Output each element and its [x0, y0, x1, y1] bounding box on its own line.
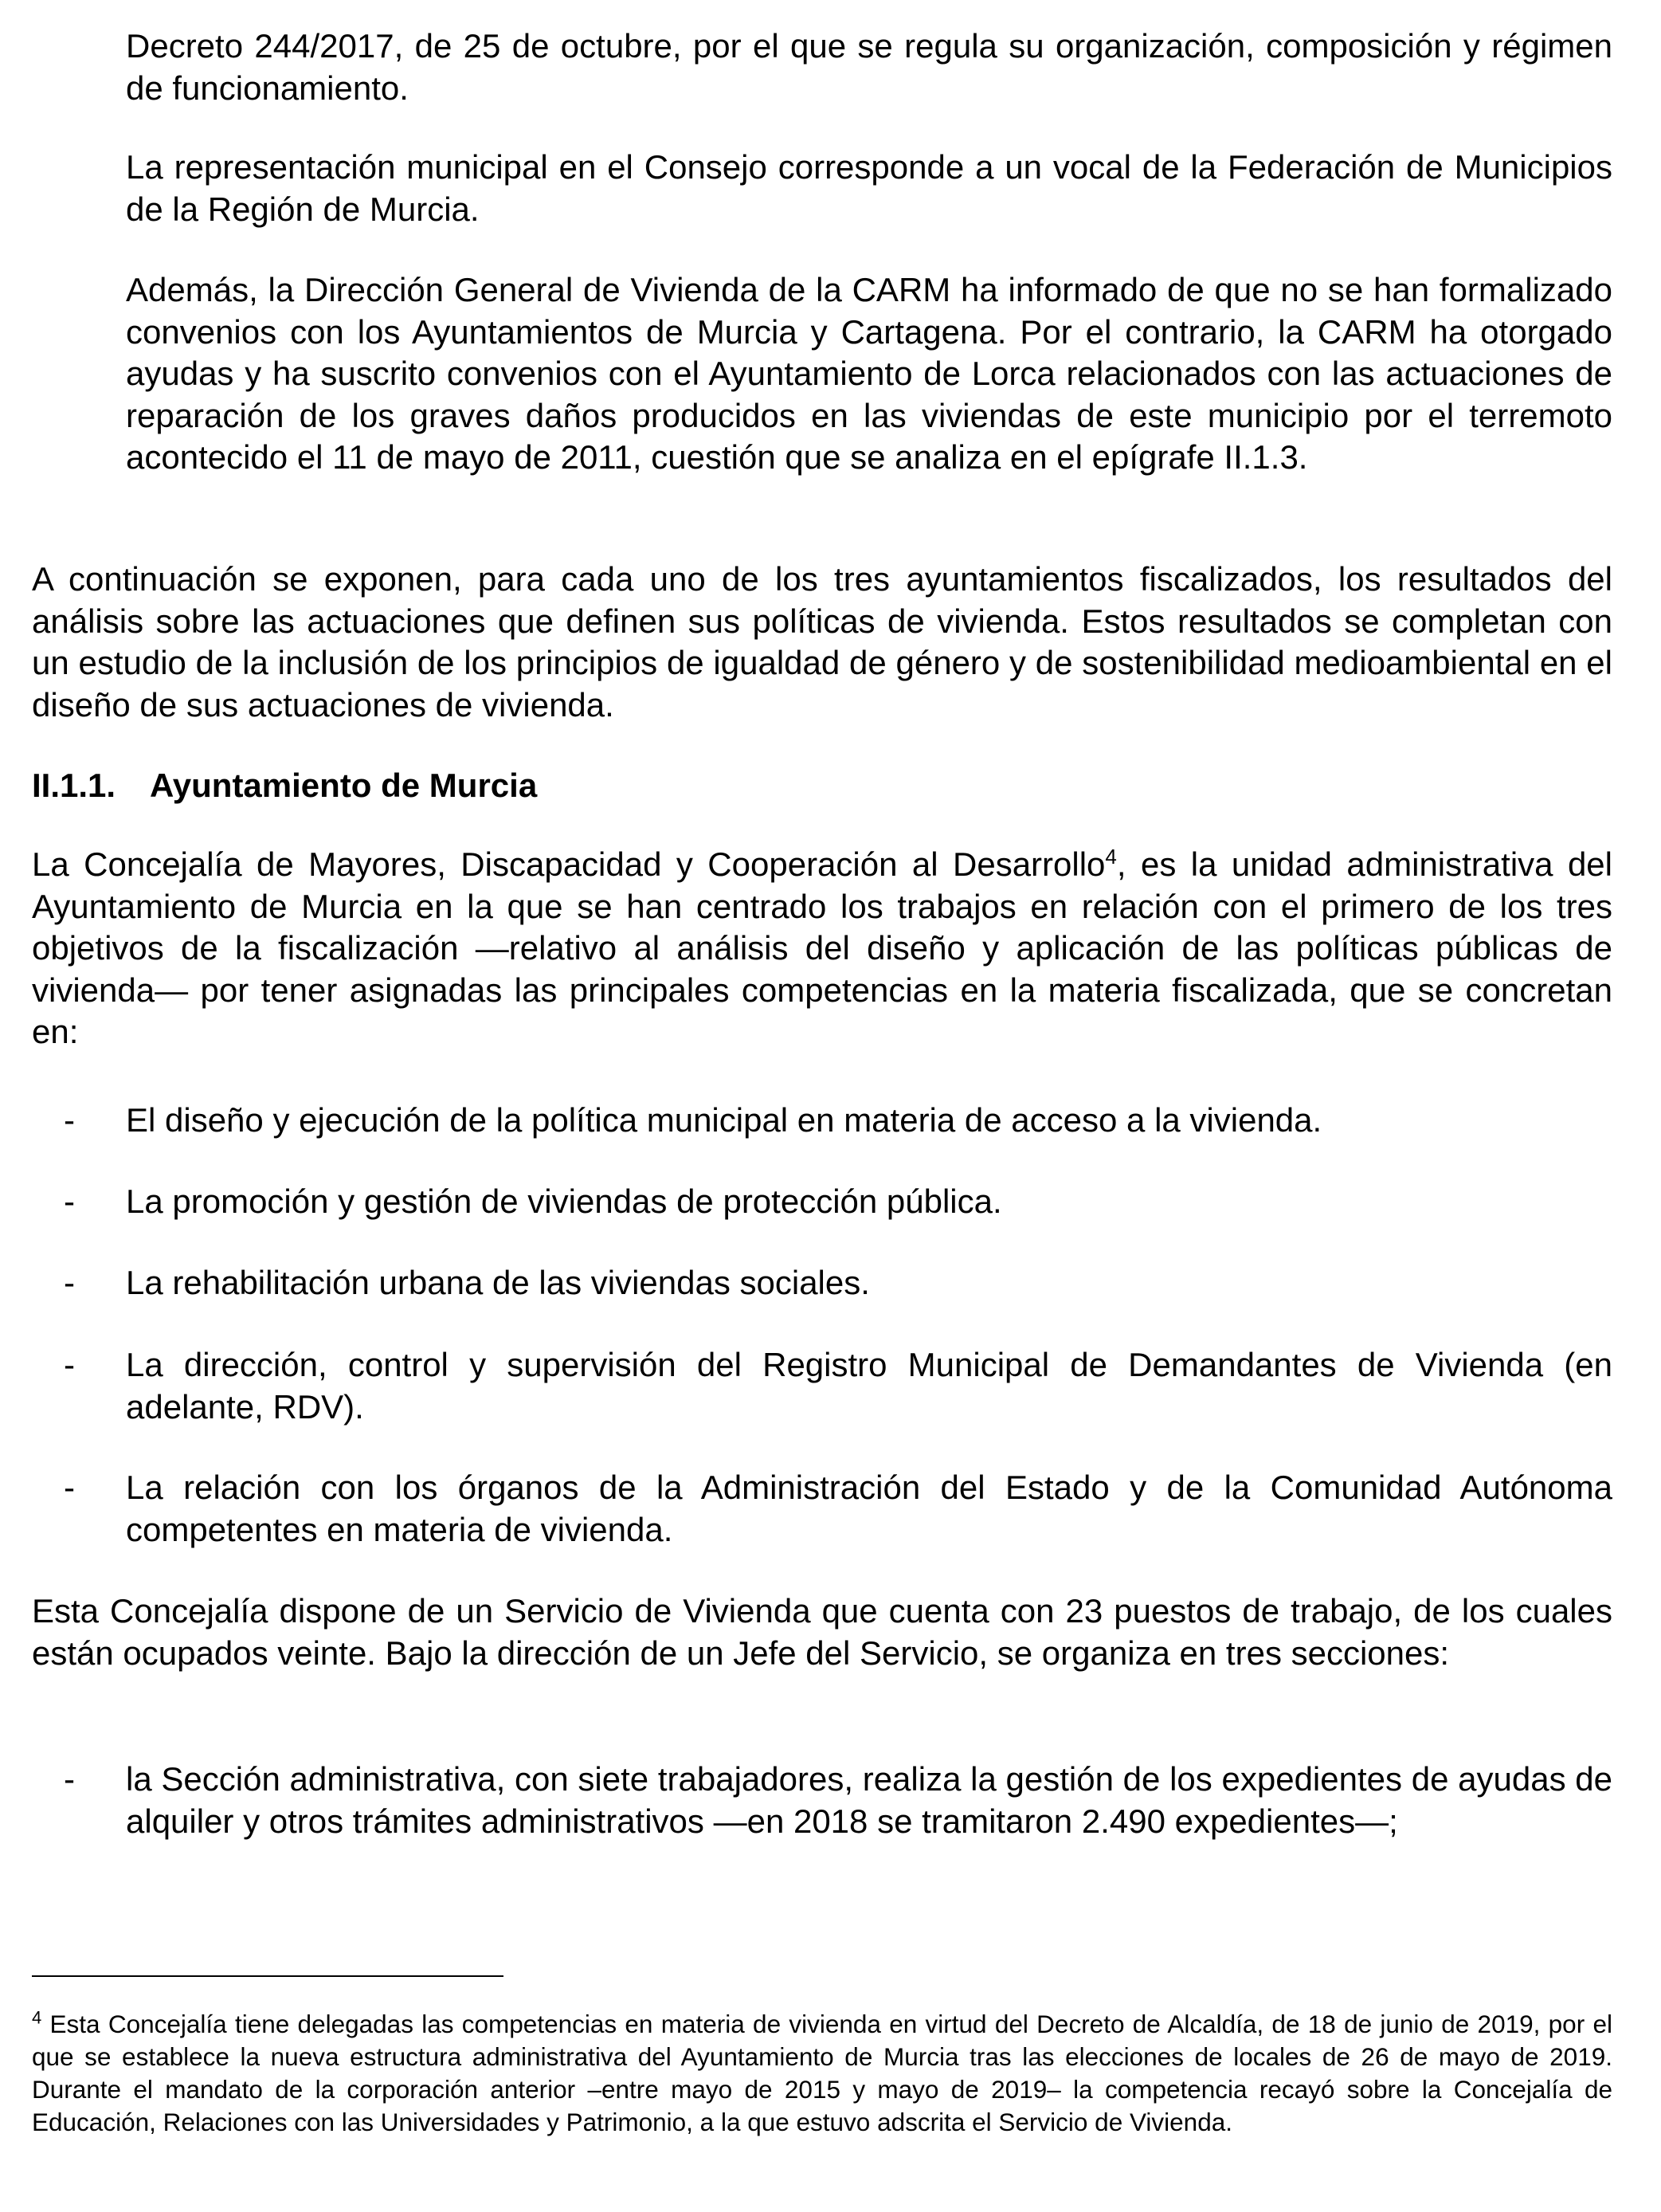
section-heading — [32, 765, 537, 806]
list-item: La relación con los órganos de la Administración del Estado y de la Comunidad Autónoma competentes en materia de vivienda. — [126, 1469, 1612, 1548]
paragraph-continuacion: A continuación se exponen, para cada uno de los tres ayuntamientos fiscalizados, los resultados del análisis sobre las actuaciones que definen sus políticas de vivienda. Estos resultados se completan con un estudio de la inclusión de los principios de igualdad de género y de sostenibilidad medioambiental en el diseño de sus actuaciones de vivienda. — [32, 560, 1612, 724]
bullet-marker: - — [64, 1760, 75, 1798]
paragraph-direccion-general: Además, la Dirección General de Vivienda de la CARM ha informado de que no se han formalizado convenios con los Ayuntamientos de Murcia y Cartagena. Por el contrario, la CARM ha otorgado ayudas y ha suscrito convenios con el Ayuntamiento de Lorca relacionados con las actuaciones de reparación de los graves daños producidos en las viviendas de este municipio por el terremoto acontecido el 11 de mayo de 2011, cuestión que se analiza en el epígrafe II.1.3. — [126, 271, 1612, 476]
paragraph-concejalia-end: , es la unidad administrativa del Ayuntamiento de Murcia en la que se han centrado los trabajos en relación con el primero de los tres objetivos de la fiscalización —relativo al análisis del diseño y aplicación de las políticas públicas de vivienda— por tener asignadas las principales competencias en la materia fiscalizada, que se concretan en: — [32, 845, 1612, 1050]
list-item: La rehabilitación urbana de las viviendas sociales. — [126, 1264, 870, 1301]
footnote-number: 4 — [32, 2007, 42, 2028]
paragraph-decreto: Decreto 244/2017, de 25 de octubre, por el que se regula su organización, composición y régimen de funcionamiento. — [126, 27, 1612, 107]
paragraph-concejalia-start: La Concejalía de Mayores, Discapacidad y Cooperación al Desarrollo — [32, 845, 1106, 883]
list-item: La dirección, control y supervisión del Registro Municipal de Demandantes de Vivienda (en adelante, RDV). — [126, 1346, 1612, 1426]
section-heading-number: II.1.1. — [32, 767, 116, 804]
list-item: la Sección administrativa, con siete trabajadores, realiza la gestión de los expedientes de ayudas de alquiler y otros trámites administrativos —en 2018 se tramitaron 2.490 expedientes—; — [126, 1760, 1612, 1840]
footnote-reference[interactable]: 4 — [1105, 845, 1117, 869]
paragraph-representacion: La representación municipal en el Consejo corresponde a un vocal de la Federación de Municipios de la Región de Murcia. — [126, 148, 1612, 228]
list-item: La promoción y gestión de viviendas de protección pública. — [126, 1182, 1002, 1220]
bullet-marker: - — [64, 1182, 75, 1220]
bullet-marker: - — [64, 1346, 75, 1383]
footnote-text: Esta Concejalía tiene delegadas las competencias en materia de vivienda en virtud del Decreto de Alcaldía, de 18 de junio de 2019, por el que se establece la nueva estructura administrativa del Ayuntamiento de Murcia tras las elecciones de locales de 26 de mayo de 2019. Durante el mandato de la corporación anterior –entre mayo de 2015 y mayo de 2019– la competencia recayó sobre la Concejalía de Educación, Relaciones con las Universidades y Patrimonio, a la que estuvo adscrita el Servicio de Vivienda. — [32, 2010, 1612, 2136]
bullet-marker: - — [64, 1469, 75, 1506]
bullet-marker: - — [64, 1264, 75, 1301]
list-item: El diseño y ejecución de la política municipal en materia de acceso a la vivienda. — [126, 1101, 1322, 1139]
bullet-marker: - — [64, 1101, 75, 1139]
paragraph-concejalia — [32, 844, 1612, 1053]
paragraph-servicio-vivienda: Esta Concejalía dispone de un Servicio de Vivienda que cuenta con 23 puestos de trabajo, de los cuales están ocupados veinte. Bajo la dirección de un Jefe del Servicio, se organiza en tres secciones: — [32, 1592, 1612, 1672]
section-heading-title: Ayuntamiento de Murcia — [150, 767, 538, 804]
footnote-divider — [32, 1975, 503, 1977]
footnote — [32, 2008, 1612, 2139]
